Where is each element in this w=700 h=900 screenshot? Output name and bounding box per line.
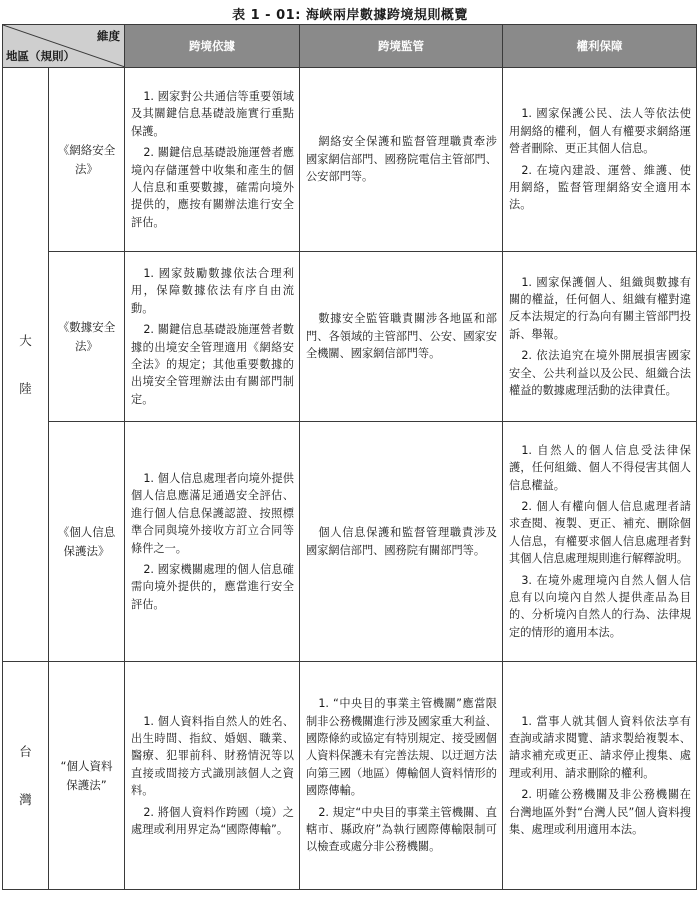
- rights-item: 1. 當事人就其個人資料依法享有查詢或請求閱覽、請求製給複製本、請求補充或更正、請求停止搜集、處理或利用、請求刪除的權利。: [509, 714, 691, 780]
- header-row: [3, 25, 697, 68]
- supervision-item: 2. 規定“中央目的事業主管機關、直轄市、縣政府”為執行國際傳輸限制可以檢查或處分非公務機關。: [306, 805, 497, 854]
- region-char: 大: [19, 332, 32, 348]
- basis-item: 1. 個人信息處理者向境外提供個人信息應滿足通過安全評估、進行個人信息保護認證、按照標準合同與境外接收方訂立合同等條件之一。: [131, 472, 294, 555]
- rights-item: 3. 在境外處理境內自然人個人信息有以向境內自然人提供產品為目的、分析境內自然人的行為、法律規定的情形的適用本法。: [509, 573, 691, 639]
- rights-cell: [503, 252, 697, 422]
- region-cell-mainland: [3, 68, 49, 662]
- basis-item: 2. 關鍵信息基礎設施運營者數據的出境安全管理適用《網絡安全法》的規定；其他重要數據的出境安全管理辦法由有關部門制定。: [131, 323, 294, 406]
- basis-item: 1. 國家鼓勵數據依法合理利用，保障數據依法有序自由流動。: [131, 267, 294, 315]
- region-char: 灣: [19, 791, 32, 807]
- table-row: [3, 252, 697, 422]
- basis-item: 1. 國家對公共通信等重要領域及其關鍵信息基礎設施實行重點保護。: [131, 90, 294, 138]
- rights-cell: [503, 662, 697, 890]
- table-row: [3, 68, 697, 252]
- basis-item: 2. 關鍵信息基礎設施運營者應境內存儲運營中收集和產生的個人信息和重要數據，確需向境外提供的，應按有關辦法進行安全評估。: [131, 146, 294, 229]
- basis-item: 1. 個人資料指自然人的姓名、出生時間、指紋、婚姻、職業、醫療、犯罪前科、財務情況等以直接或間接方式識別該個人之資料。: [131, 714, 294, 798]
- rights-item: 2. 在境內建設、運營、維護、使用網絡，監督管理網絡安全適用本法。: [509, 163, 691, 212]
- region-char: 陸: [19, 380, 32, 396]
- column-header-supervision: 跨境監管: [300, 25, 503, 68]
- basis-item: 2. 國家機關處理的個人信息確需向境外提供的，應當進行安全評估。: [131, 562, 294, 611]
- rights-item: 1. 國家保護公民、法人等依法使用網絡的權利，個人有權要求網絡運營者刪除、更正其個人信息。: [509, 107, 691, 156]
- rights-item: 1. 自然人的個人信息受法律保護，任何組織、個人不得侵害其個人信息權益。: [509, 444, 691, 492]
- rights-cell: [503, 68, 697, 252]
- dimension-label: 維度: [97, 29, 120, 43]
- supervision-cell: [300, 252, 503, 422]
- supervision-item: 個人信息保護和監督管理職責涉及國家網信部門、國務院有關部門等。: [306, 526, 497, 557]
- rights-cell: [503, 422, 697, 662]
- supervision-item: 網絡安全保護和監督管理職責牽涉國家網信部門、國務院電信主管部門、公安部門等。: [306, 135, 497, 184]
- region-cell-taiwan: [3, 662, 49, 890]
- column-header-basis: 跨境依據: [125, 25, 300, 68]
- supervision-cell: [300, 662, 503, 890]
- law-name: 《網絡安全法》: [49, 68, 125, 252]
- law-name: 《數據安全法》: [49, 252, 125, 422]
- rights-item: 2. 依法追究在境外開展損害國家安全、公共利益以及公民、組織合法權益的數據處理活動的法律責任。: [509, 349, 691, 397]
- basis-cell: [125, 252, 300, 422]
- basis-cell: [125, 662, 300, 890]
- basis-cell: [125, 68, 300, 252]
- basis-cell: [125, 422, 300, 662]
- supervision-cell: [300, 68, 503, 252]
- law-name: “個人資料保護法”: [49, 662, 125, 890]
- rights-item: 2. 明確公務機關及非公務機關在台灣地區外對“台灣人民”個人資料搜集、處理或利用適用本法。: [509, 788, 691, 836]
- table-title: 表 1 - 01: 海峽兩岸數據跨境規則概覽: [232, 8, 468, 23]
- cross-border-rules-table: [2, 24, 697, 890]
- supervision-cell: [300, 422, 503, 662]
- region-rule-label: 地區（規則）: [6, 49, 75, 63]
- column-header-rights: 權利保障: [503, 25, 697, 68]
- supervision-item: 1. “中央目的事業主管機關”應當限制非公務機關進行涉及國家重大利益、國際條約或協定有特別規定、接受國個人資料保護未有完善法規、以迂迴方法向第三國（地區）傳輸個人資料情形的國際傳輸。: [306, 697, 497, 798]
- diagonal-header-cell: [3, 25, 125, 68]
- region-char: 台: [19, 743, 32, 759]
- table-row: [3, 662, 697, 890]
- basis-item: 2. 將個人資料作跨國（境）之處理或利用界定為“國際傳輸”。: [131, 805, 294, 836]
- table-row: [3, 422, 697, 662]
- rights-item: 1. 國家保護個人、組織與數據有關的權益，任何個人、組織有權對違反本法規定的行為向有關主管部門投訴、舉報。: [509, 275, 691, 341]
- supervision-item: 數據安全監管職責關涉各地區和部門、各領域的主管部門、公安、國家安全機關、國家網信部門等。: [306, 312, 497, 361]
- law-name: 《個人信息保護法》: [49, 422, 125, 662]
- rights-item: 2. 個人有權向個人信息處理者請求查閱、複製、更正、補充、刪除個人信息，有權要求個人信息處理者對其個人信息處理規則進行解釋說明。: [509, 500, 691, 566]
